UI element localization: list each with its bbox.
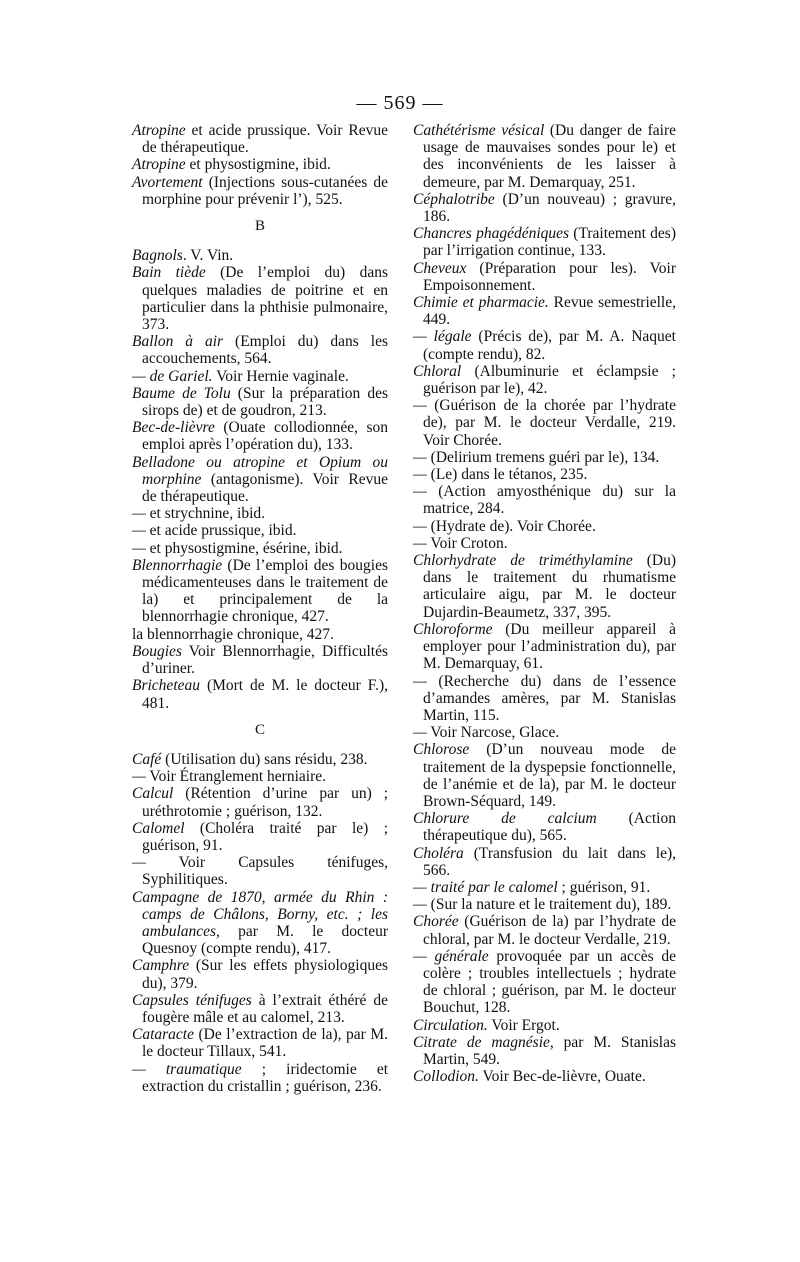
index-text: Voir Capsules ténifuges, Syphilitiques. <box>142 854 388 889</box>
index-term: Céphalotribe <box>413 190 495 208</box>
index-entry <box>132 174 388 208</box>
index-entry <box>132 889 388 958</box>
index-text: (Action amyosthénique du) sur la matrice, 284. <box>423 483 676 518</box>
index-text: à l’extrait éthéré de fougère mâle et au calomel, 213. <box>142 991 388 1026</box>
index-text: (Du meilleur appareil à employer pour l’administration du), par M. Demarquay, 61. <box>423 620 676 673</box>
index-entry <box>413 535 676 552</box>
index-text: et physostigmine, ibid. <box>185 156 331 174</box>
index-term: Chloroforme <box>413 620 493 638</box>
index-term: Chlorose <box>413 741 470 759</box>
index-term: — <box>132 539 146 557</box>
index-entry <box>413 879 676 896</box>
index-entry <box>413 449 676 466</box>
index-text: Voir Étranglement herniaire. <box>145 768 326 786</box>
index-term: Calomel <box>132 819 185 837</box>
index-entry <box>132 156 388 173</box>
index-text: ; iridectomie et extraction du cristallin ; guérison, 236. <box>142 1060 389 1095</box>
index-text: (Guérison de la) par l’hydrate de chloral, par M. le docteur Verdalle, 219. <box>423 913 676 948</box>
index-text: ; guérison, 91. <box>557 878 651 896</box>
index-entry <box>132 122 388 156</box>
index-entry <box>413 1017 676 1034</box>
index-entry <box>132 785 388 819</box>
index-entry <box>132 643 388 677</box>
right-column <box>413 122 676 1085</box>
index-term: — générale <box>413 947 489 965</box>
index-text: et acide prussique, ibid. <box>145 522 297 540</box>
index-entry <box>413 294 676 328</box>
index-entry <box>413 1068 676 1085</box>
index-term: Atropine <box>132 156 186 174</box>
index-entry <box>132 1026 388 1060</box>
index-entry <box>132 992 388 1026</box>
index-text: (Préparation pour les). Voir Empoisonnement. <box>423 259 676 294</box>
index-term: Collodion. <box>413 1068 479 1086</box>
index-text: (Utilisation du) sans résidu, 238. <box>161 750 368 768</box>
index-text: (Rétention d’urine par un) ; uréthrotomie ; guérison, 132. <box>142 785 388 820</box>
index-text: Voir Croton. <box>426 534 508 552</box>
index-entry <box>413 948 676 1017</box>
index-text: (Sur les effets physiologiques du), 379. <box>142 957 388 992</box>
index-entry <box>132 505 388 522</box>
index-text: (Action thérapeutique du), 565. <box>423 810 676 845</box>
index-text: et acide prussique. Voir Revue de thérapeutique. <box>142 122 388 157</box>
index-entry <box>132 540 388 557</box>
index-text: Voir Ergot. <box>487 1016 560 1034</box>
index-term: Chimie et pharmacie. <box>413 294 549 312</box>
index-term: — <box>413 397 427 415</box>
index-entry <box>413 724 676 741</box>
index-entry <box>413 913 676 947</box>
index-entry <box>413 1034 676 1068</box>
index-entry <box>413 328 676 362</box>
index-entry <box>132 264 388 333</box>
index-text: (Le) dans le tétanos, 235. <box>426 466 588 484</box>
index-term: Atropine <box>132 122 186 139</box>
index-term: — traumatique <box>132 1060 242 1078</box>
section-letter: C <box>254 721 265 738</box>
index-entry <box>413 518 676 535</box>
index-entry <box>413 466 676 483</box>
index-term: Bougies <box>132 642 182 660</box>
index-entry <box>413 363 676 397</box>
index-term: Ballon à air <box>132 333 224 351</box>
index-entry <box>132 820 388 854</box>
index-text: (Traitement des) par l’irrigation continue, 133. <box>423 225 676 260</box>
index-text: par M. le docteur Quesnoy (compte rendu), 417. <box>142 922 388 958</box>
index-term: Bain tiède <box>132 264 206 282</box>
index-text: (Choléra traité par le) ; guérison, 91. <box>142 819 388 854</box>
index-entry <box>132 854 388 888</box>
index-term: Chlorure de calcium <box>413 810 597 828</box>
index-entry <box>132 247 388 264</box>
index-term: — <box>413 483 427 501</box>
index-term: Belladone ou atropine et Opium ou morphine <box>132 453 388 488</box>
index-text: (Du danger de faire usage de mauvaises sondes pour le) et des inconvénients de les laisser à demeure, par M. Demarquay, 251. <box>423 122 676 191</box>
index-text: . V. Vin. <box>182 247 234 265</box>
index-entry <box>132 957 388 991</box>
index-term: Campagne de 1870, armée du Rhin : camps de Châlons, Borny, etc. ; les ambulances, <box>132 888 388 940</box>
index-term: Cheveux <box>413 259 467 277</box>
page-number: — 569 — <box>356 92 444 114</box>
index-text: (Injections sous-cutanées de morphine pour prévenir l’), 525. <box>142 173 388 208</box>
index-term: Citrate de magnésie, <box>413 1033 554 1051</box>
index-entry <box>132 768 388 785</box>
index-term: — <box>413 896 427 914</box>
index-term: Blennorrhagie <box>132 556 223 574</box>
index-term: Circulation. <box>413 1016 488 1034</box>
index-text: (Précis de), par M. A. Naquet (compte rendu), 82. <box>423 328 676 363</box>
index-text: la blennorrhagie chronique, 427. <box>132 625 334 643</box>
index-text: (Recherche du) dans de l’essence d’amandes amères, par M. Stanislas Martin, 115. <box>423 672 676 724</box>
index-text: (Transfusion du lait dans le), 566. <box>423 844 676 879</box>
index-entry <box>132 751 388 768</box>
index-text: (Ouate collodionnée, son emploi après l’opération du), 133. <box>142 419 388 454</box>
index-term: — traité par le calomel <box>413 878 558 896</box>
index-entry <box>413 191 676 225</box>
index-entry <box>413 741 676 810</box>
index-term: Bricheteau <box>132 677 201 695</box>
index-entry <box>413 483 676 517</box>
index-entry <box>413 845 676 879</box>
index-text: par M. Stanislas Martin, 549. <box>423 1033 677 1068</box>
index-text: (D’un nouveau mode de traitement de la dyspepsie fonctionnelle, de l’anémie et de la), par M. le docteur Brown-Séquard, 149. <box>423 741 676 810</box>
index-entry <box>413 225 676 259</box>
index-entry <box>413 621 676 673</box>
index-term: Calcul <box>132 785 174 803</box>
index-text: (De l’emploi du) dans quelques maladies de poitrine et en particulier dans la phthisie pulmonaire, 373. <box>142 264 388 334</box>
index-text: Voir Narcose, Glace. <box>426 724 560 742</box>
index-term: Chloral <box>413 362 462 380</box>
index-text: (De l’emploi des bougies médicamenteuses dans le traitement de la) et principalement de la blennorrhagie chronique, 427. <box>142 556 388 626</box>
index-text: (Sur la nature et le traitement du), 189. <box>426 896 672 914</box>
index-term: — <box>413 517 427 535</box>
index-term: Choléra <box>413 844 464 862</box>
index-entry <box>413 552 676 621</box>
index-text: (Albuminurie et éclampsie ; guérison par le), 42. <box>423 362 676 398</box>
index-entry <box>413 122 676 191</box>
index-term: Cataracte <box>132 1026 194 1044</box>
index-text: Voir Hernie vaginale. <box>212 367 349 385</box>
index-term: — <box>132 768 146 786</box>
index-term: — <box>413 466 427 484</box>
index-term: — de Gariel. <box>132 367 213 385</box>
index-entry <box>132 677 388 711</box>
index-entry <box>413 260 676 294</box>
index-text: (Delirium tremens guéri par le), 134. <box>426 448 660 466</box>
index-text: et physostigmine, ésérine, ibid. <box>145 539 343 557</box>
index-entry <box>132 557 388 626</box>
index-entry <box>132 1061 388 1095</box>
index-text: (antagonisme). Voir Revue de thérapeutique. <box>142 470 388 506</box>
index-term: — <box>132 854 146 872</box>
index-entry <box>132 454 388 506</box>
index-term: — <box>413 724 427 742</box>
index-entry <box>132 368 388 385</box>
index-text: Revue semestrielle, 449. <box>423 294 676 329</box>
index-term: Capsules ténifuges <box>132 991 252 1009</box>
index-term: Chancres phagédéniques <box>413 225 570 243</box>
index-term: — légale <box>413 328 472 346</box>
index-term: Bec-de-lièvre <box>132 419 215 437</box>
index-term: Café <box>132 750 162 768</box>
index-term: — <box>132 522 146 540</box>
index-entry <box>132 419 388 453</box>
index-term: Camphre <box>132 957 190 975</box>
index-term: Chorée <box>413 913 459 931</box>
index-text: (Sur la préparation des sirops de) et de goudron, 213. <box>142 384 388 420</box>
index-text: (Du) dans le traitement du rhumatisme articulaire aigu, par M. le docteur Dujardin-Beaumetz, 337, 395. <box>423 552 676 621</box>
index-term: Avortement <box>132 173 203 191</box>
index-entry <box>413 673 676 725</box>
section-letter: B <box>254 218 265 235</box>
index-term: — <box>413 448 427 466</box>
index-text: provoquée par un accès de colère ; troubles intellectuels ; hydrate de chloral ; guérison, par M. le docteur Bouchut, 128. <box>423 947 676 1017</box>
index-entry <box>132 522 388 539</box>
index-term: Chlorhydrate de triméthylamine <box>413 552 633 570</box>
index-term: Bagnols <box>132 247 183 265</box>
index-text: Voir Bec-de-lièvre, Ouate. <box>478 1068 646 1086</box>
index-text: Voir Blennorrhagie, Difficultés d’uriner. <box>142 642 388 678</box>
index-text: (De l’extraction de la), par M. le docteur Tillaux, 541. <box>142 1026 388 1061</box>
index-entry <box>132 626 388 643</box>
index-text: (D’un nouveau) ; gravure, 186. <box>423 190 676 226</box>
index-entry <box>132 385 388 419</box>
index-term: Cathétérisme vésical <box>413 122 545 139</box>
index-text: (Guérison de la chorée par l’hydrate de), par M. le docteur Verdalle, 219. Voir Chorée. <box>423 397 676 449</box>
index-term: — <box>413 534 427 552</box>
index-text: (Hydrate de). Voir Chorée. <box>426 517 596 535</box>
index-text: (Emploi du) dans les accouchements, 564. <box>142 333 389 368</box>
index-entry <box>413 397 676 449</box>
index-term: — <box>132 505 146 523</box>
index-entry <box>132 333 388 367</box>
index-text: et strychnine, ibid. <box>145 505 266 523</box>
index-term: — <box>413 672 427 690</box>
index-entry <box>413 896 676 913</box>
index-term: Baume de Tolu <box>132 384 231 402</box>
index-text: (Mort de M. le docteur F.), 481. <box>142 677 388 712</box>
left-column <box>132 122 388 1095</box>
index-entry <box>413 810 676 844</box>
